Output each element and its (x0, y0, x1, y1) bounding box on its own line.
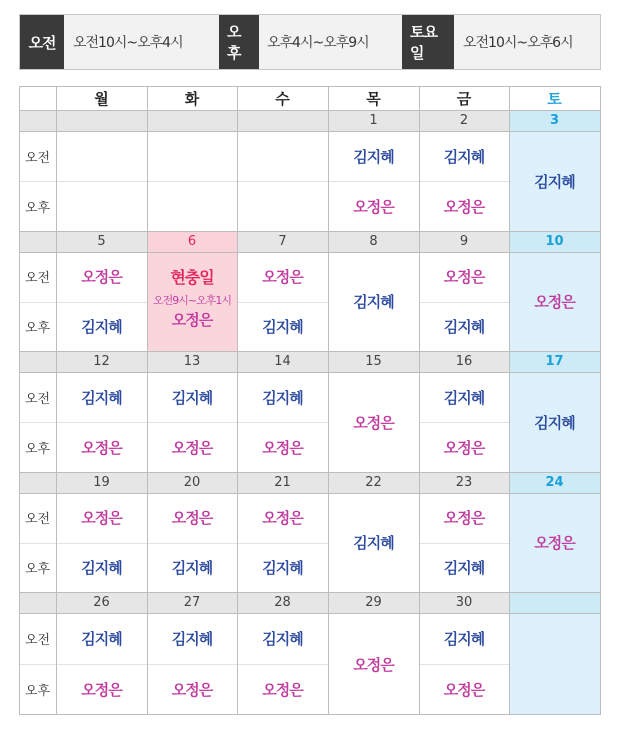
weekday-header-corner (19, 86, 56, 110)
weekday-header-mon: 월 (94, 89, 109, 108)
period-label-pm: 오후 (24, 561, 51, 577)
date-cell: 15 (328, 351, 419, 372)
period-label-pm: 오후 (24, 320, 51, 336)
schedule-slot-pm (147, 181, 237, 231)
schedule-slot-pm: 오정은 (353, 197, 394, 216)
date-cell (509, 592, 600, 613)
schedule-slot-pm: 오정은 (443, 197, 485, 216)
date-cell: 13 (147, 351, 237, 372)
schedule-slot-am (237, 131, 328, 181)
schedule-slot-saturday: 오정은 (534, 534, 575, 552)
date-row-label-blank (19, 592, 56, 613)
schedule-slot-saturday (509, 613, 600, 715)
schedule-slot-am: 김지혜 (443, 630, 485, 648)
clinic-hours-bar (19, 14, 601, 70)
period-label-am: 오전 (24, 271, 51, 287)
schedule-slot-pm: 오정은 (262, 438, 303, 457)
schedule-slot-am: 오정은 (81, 268, 122, 287)
saturday-hours-label: 토요일 (402, 15, 454, 69)
date-cell: 30 (419, 592, 509, 613)
date-cell: 5 (56, 231, 147, 252)
schedule-slot-am: 김지혜 (81, 630, 122, 648)
date-cell: 28 (237, 592, 328, 613)
schedule-slot-am: 오정은 (443, 509, 485, 528)
morning-hours-label: 오전 (20, 15, 64, 69)
schedule-slot-am: 김지혜 (262, 630, 303, 648)
date-cell: 21 (237, 472, 328, 493)
date-cell: 27 (147, 592, 237, 613)
schedule-slot-pm: 김지혜 (443, 317, 485, 336)
morning-hours-value: 오전10시~오후4시 (73, 35, 183, 51)
afternoon-hours-label: 오후 (219, 15, 259, 69)
schedule-slot-pm (56, 181, 147, 231)
weekday-header-tue: 화 (184, 89, 200, 108)
schedule-slot-pm: 오정은 (81, 681, 122, 699)
schedule-slot-am (56, 131, 147, 181)
schedule-slot-am: 오정은 (262, 509, 303, 528)
date-cell (147, 110, 237, 131)
schedule-slot-am: 김지혜 (171, 630, 213, 648)
weekday-header-wed: 수 (275, 89, 290, 108)
schedule-slot-pm: 김지혜 (81, 317, 122, 336)
date-row-label-blank (19, 351, 56, 372)
period-label-am: 오전 (24, 150, 51, 166)
period-label-am: 오전 (24, 391, 51, 407)
date-cell (56, 110, 147, 131)
schedule-slot-am: 김지혜 (81, 388, 122, 407)
holiday-name: 현충일 (170, 267, 214, 287)
schedule-slot-thursday: 오정은 (353, 655, 394, 674)
schedule-calendar (19, 86, 601, 715)
date-cell: 19 (56, 472, 147, 493)
schedule-slot-saturday: 김지혜 (534, 172, 575, 191)
schedule-slot-thursday: 김지혜 (353, 534, 394, 552)
date-cell: 26 (56, 592, 147, 613)
schedule-slot-pm: 김지혜 (443, 558, 485, 577)
date-cell: 17 (509, 351, 600, 372)
date-cell: 16 (419, 351, 509, 372)
date-row-label-blank (19, 110, 56, 131)
date-cell: 2 (419, 110, 509, 131)
schedule-slot-saturday: 오정은 (534, 293, 575, 311)
date-cell: 3 (509, 110, 600, 131)
date-cell: 22 (328, 472, 419, 493)
date-row-label-blank (19, 472, 56, 493)
period-label-am: 오전 (24, 512, 51, 528)
schedule-slot-pm: 오정은 (171, 681, 213, 699)
period-label-am: 오전 (24, 633, 51, 648)
date-cell: 6 (147, 231, 237, 252)
schedule-slot-am: 김지혜 (353, 147, 394, 166)
date-cell: 1 (328, 110, 419, 131)
weekday-header-sat: 토 (547, 89, 562, 108)
period-label-pm: 오후 (24, 684, 51, 699)
schedule-slot-am: 오정은 (171, 509, 213, 528)
schedule-slot-am: 김지혜 (443, 147, 485, 166)
schedule-slot-am: 김지혜 (443, 388, 485, 407)
afternoon-hours-value: 오후4시~오후9시 (267, 35, 369, 51)
period-label-pm: 오후 (24, 441, 51, 457)
holiday-hours-note: 오전9시~오후1시 (153, 294, 231, 307)
schedule-slot-am: 김지혜 (262, 388, 303, 407)
schedule-slot-am: 김지혜 (171, 388, 213, 407)
schedule-slot-am (147, 131, 237, 181)
schedule-slot-am: 오정은 (443, 268, 485, 287)
schedule-slot-pm: 오정은 (171, 438, 213, 457)
holiday-doctor: 오정은 (171, 310, 213, 329)
schedule-slot-thursday: 김지혜 (353, 293, 394, 311)
schedule-slot-pm: 오정은 (262, 681, 303, 699)
period-label-pm: 오후 (24, 200, 51, 216)
date-cell: 29 (328, 592, 419, 613)
date-cell: 9 (419, 231, 509, 252)
date-cell: 8 (328, 231, 419, 252)
date-cell: 14 (237, 351, 328, 372)
schedule-slot-pm: 김지혜 (81, 558, 122, 577)
schedule-slot-thursday: 오정은 (353, 413, 394, 432)
schedule-slot-pm: 김지혜 (262, 317, 303, 336)
schedule-slot-pm: 김지혜 (171, 558, 213, 577)
schedule-slot-am: 오정은 (262, 268, 303, 287)
schedule-slot-saturday: 김지혜 (534, 413, 575, 432)
date-cell (237, 110, 328, 131)
weekday-header-thu: 목 (366, 89, 381, 108)
schedule-slot-pm: 오정은 (443, 681, 485, 699)
saturday-hours-value: 오전10시~오후6시 (463, 35, 573, 51)
schedule-slot-pm: 오정은 (81, 438, 122, 457)
weekday-header-fri: 금 (456, 89, 472, 108)
date-cell: 12 (56, 351, 147, 372)
schedule-slot-pm: 오정은 (443, 438, 485, 457)
date-cell: 24 (509, 472, 600, 493)
date-cell: 23 (419, 472, 509, 493)
date-row-label-blank (19, 231, 56, 252)
date-cell: 7 (237, 231, 328, 252)
schedule-slot-am: 오정은 (81, 509, 122, 528)
date-cell: 20 (147, 472, 237, 493)
schedule-slot-pm: 김지혜 (262, 558, 303, 577)
schedule-slot-pm (237, 181, 328, 231)
date-cell: 10 (509, 231, 600, 252)
